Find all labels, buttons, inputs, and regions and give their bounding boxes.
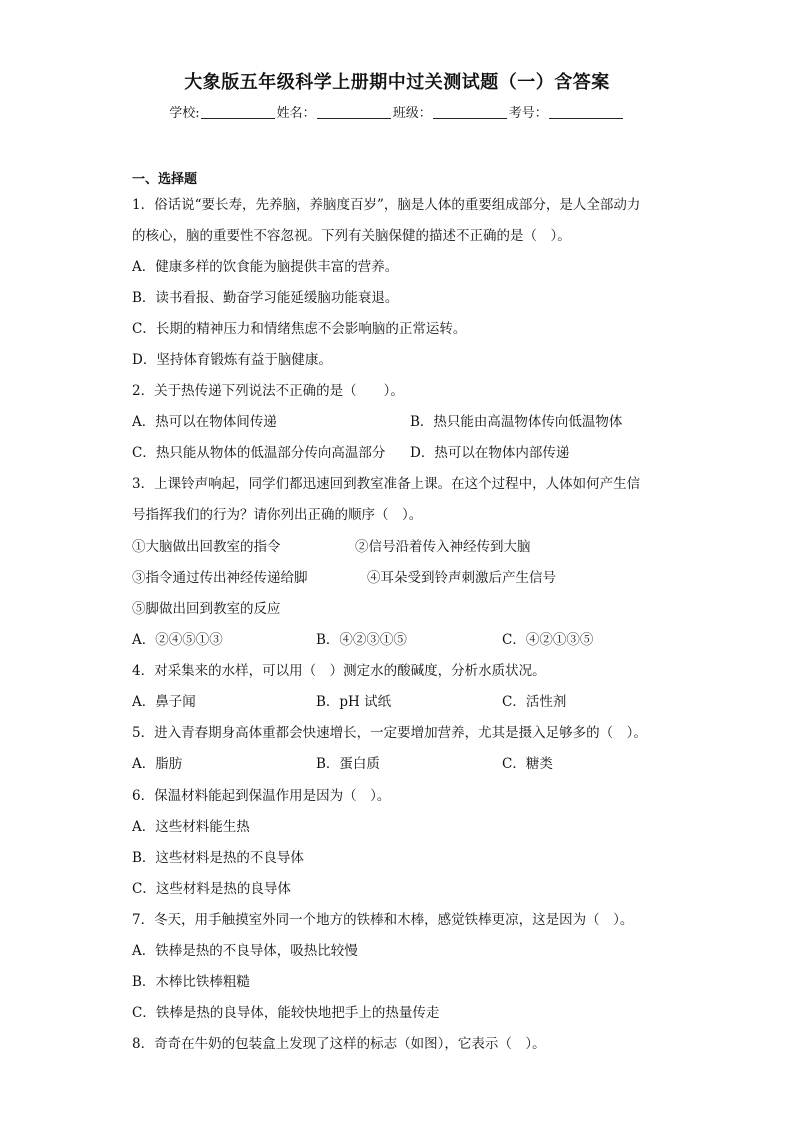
name-label: 姓名： xyxy=(276,106,316,121)
q6-option-c: C．这些材料是热的良导体 xyxy=(132,881,291,897)
q1-option-c: C．长期的精神压力和情绪焦虑不会影响脑的正常运转。 xyxy=(132,321,467,337)
q4-option-c: C．活性剂 xyxy=(502,694,567,710)
q7-option-a: A．铁棒是热的不良导体，吸热比较慢 xyxy=(132,943,358,959)
q2-option-c: C．热只能从物体的低温部分传向高温部分 xyxy=(132,445,386,461)
q3-option-b: B．④②③①⑤ xyxy=(316,632,407,648)
q4-stem: 4．对采集来的水样，可以用（ ）测定水的酸碱度，分析水质状况。 xyxy=(132,663,546,679)
q4-option-a: A．鼻子闻 xyxy=(132,694,196,710)
class-blank xyxy=(433,106,507,119)
q1-option-a: A．健康多样的饮食能为脑提供丰富的营养。 xyxy=(132,259,399,275)
q2-option-a: A．热可以在物体间传递 xyxy=(132,414,277,430)
q6-option-a: A．这些材料能生热 xyxy=(132,819,250,835)
q3-option-a: A．②④⑤①③ xyxy=(132,632,223,648)
q3-stem-line-2: 号指挥我们的行为？请你列出正确的顺序（ ）。 xyxy=(132,507,423,523)
q3-step-4: ④耳朵受到铃声刺激后产生信号 xyxy=(367,570,556,586)
document-title: 大象版五年级科学上册期中过关测试题（一）含答案 xyxy=(184,72,610,93)
q3-step-2: ②信号沿着传入神经传到大脑 xyxy=(355,539,531,555)
student-info-line xyxy=(0,102,794,121)
section-title: 一、选择题 xyxy=(132,172,198,187)
q1-option-b: B．读书看报、勤奋学习能延缓脑功能衰退。 xyxy=(132,290,399,306)
q8-stem: 8．奇奇在牛奶的包装盒上发现了这样的标志（如图），它表示（ ）。 xyxy=(132,1036,546,1052)
q6-option-b: B．这些材料是热的不良导体 xyxy=(132,850,304,866)
q2-option-d: D．热可以在物体内部传递 xyxy=(410,445,570,461)
school-label: 学校: xyxy=(169,106,200,121)
class-label: 班级： xyxy=(392,106,432,121)
school-blank xyxy=(201,106,275,119)
q3-option-c: C．④②①③⑤ xyxy=(502,632,594,648)
q2-stem: 2．关于热传递下列说法不正确的是（ ）。 xyxy=(132,383,404,399)
q5-option-c: C．糖类 xyxy=(502,756,553,772)
name-blank xyxy=(317,106,391,119)
q3-step-5: ⑤脚做出回到教室的反应 xyxy=(132,601,281,617)
exam-id-blank xyxy=(549,106,623,119)
q7-option-b: B．木棒比铁棒粗糙 xyxy=(132,974,250,990)
q1-stem-line-1: 1．俗话说“要长寿，先养脑，养脑度百岁”，脑是人体的重要组成部分，是人全部动力 xyxy=(132,197,641,213)
q1-option-d: D．坚持体育锻炼有益于脑健康。 xyxy=(132,352,332,368)
q6-stem: 6．保温材料能起到保温作用是因为（ ）。 xyxy=(132,788,391,804)
exam-id-label: 考号： xyxy=(508,106,548,121)
q3-step-1: ①大脑做出回教室的指令 xyxy=(132,539,281,555)
q1-stem-line-2: 的核心，脑的重要性不容忽视。下列有关脑保健的描述不正确的是（ ）。 xyxy=(132,228,571,244)
q5-option-b: B．蛋白质 xyxy=(316,756,380,772)
q3-step-3: ③指令通过传出神经传递给脚 xyxy=(132,570,308,586)
q5-stem: 5．进入青春期身高体重都会快速增长，一定要增加营养，尤其是摄入足够多的（ ）。 xyxy=(132,725,647,741)
q4-option-b: B．pH 试纸 xyxy=(316,694,392,710)
q7-stem: 7．冬天，用手触摸室外同一个地方的铁棒和木棒，感觉铁棒更凉，这是因为（ ）。 xyxy=(132,912,634,928)
q5-option-a: A．脂肪 xyxy=(132,756,183,772)
q2-option-b: B．热只能由高温物体传向低温物体 xyxy=(410,414,623,430)
q3-stem-line-1: 3．上课铃声响起，同学们都迅速回到教室准备上课。在这个过程中，人体如何产生信 xyxy=(132,476,641,492)
q7-option-c: C．铁棒是热的良导体，能较快地把手上的热量传走 xyxy=(132,1005,440,1021)
